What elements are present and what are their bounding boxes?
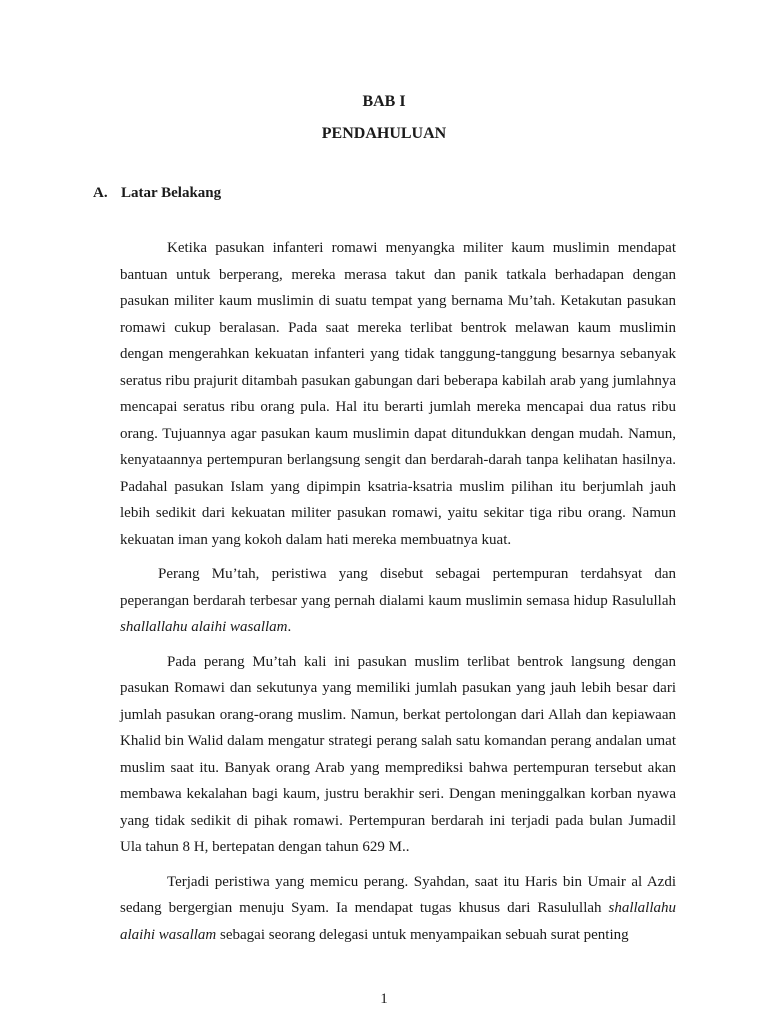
page-number: 1 bbox=[380, 991, 388, 1007]
section-title: Latar Belakang bbox=[121, 185, 222, 201]
body-text bbox=[120, 235, 676, 956]
paragraph-2-text: Perang Mu’tah, peristiwa yang disebut sebagai pertempuran terdahsyat dan peperangan berdarah terbesar yang pernah dialami kaum muslimin semasa hidup Rasulullah bbox=[120, 566, 676, 609]
paragraph-4-text: Terjadi peristiwa yang memicu perang. Syahdan, saat itu Haris bin Umair al Azdi sedang bergergian menuju Syam. Ia mendapat tugas khusus dari Rasulullah bbox=[120, 873, 676, 916]
chapter-number: BAB I bbox=[362, 93, 406, 110]
section-number: A. bbox=[93, 185, 108, 201]
paragraph-4-end: sebagai seorang delegasi untuk menyampaikan sebuah surat penting bbox=[216, 926, 629, 943]
chapter-title: PENDAHULUAN bbox=[321, 125, 447, 142]
paragraph-4-italic: shallallahu alaihi wasallam bbox=[120, 900, 676, 943]
paragraph-2-end: . bbox=[287, 619, 292, 635]
paragraph-3: Pada perang Mu’tah kali ini pasukan muslim terlibat bentrok langsung dengan pasukan Romawi dan sekutunya yang memiliki jumlah pasukan yang jauh lebih besar dari jumlah pasukan orang-orang muslim. Namun, berkat pertolongan dari Allah dan kepiawaan Khalid bin Walid dalam mengatur strategi perang salah satu komandan perang andalan umat muslim saat itu. Banyak orang Arab yang memprediksi bahwa pertempuran tersebut akan membawa kekalahan bagi kaum, justru berakhir seri. Dengan meninggalkan korban nyawa yang tidak sedikit di pihak romawi. Pertempuran berdarah ini terjadi pada bulan Jumadil Ula tahun 8 H, bertepatan dengan tahun 629 M.. bbox=[120, 653, 676, 855]
paragraph-1: Ketika pasukan infanteri romawi menyangka militer kaum muslimin mendapat bantuan untuk berperang, mereka merasa takut dan panik tatkala berhadapan dengan pasukan militer kaum muslimin di suatu tempat yang bernama Mu’tah. Ketakutan pasukan romawi cukup beralasan. Pada saat mereka terlibat bentrok melawan kaum muslimin dengan mengerahkan kekuatan infanteri yang tidak tanggung-tanggung besarnya sebanyak seratus ribu prajurit ditambah pasukan gabungan dari beberapa kabilah arab yang jumlahnya mencapai seratus ribu orang pula. Hal itu berarti jumlah mereka mencapai dua ratus ribu orang. Tujuannya agar pasukan kaum muslimin dapat ditundukkan dengan mudah. Namun, kenyataannya pertempuran berlangsung sengit dan berdarah-darah tanpa kelihatan hasilnya. Padahal pasukan Islam yang dipimpin ksatria-ksatria muslim pilihan itu berjumlah jauh lebih sedikit dari kekuatan militer pasukan romawi, yaitu sekitar tiga ribu orang. Namun kekuatan iman yang kokoh dalam hati mereka membuatnya kuat. bbox=[120, 240, 676, 548]
paragraph-2 bbox=[120, 561, 676, 641]
paragraph-4 bbox=[120, 869, 676, 949]
paragraph-2-italic: shallallahu alaihi wasallam bbox=[120, 619, 288, 635]
section-heading bbox=[93, 185, 221, 202]
